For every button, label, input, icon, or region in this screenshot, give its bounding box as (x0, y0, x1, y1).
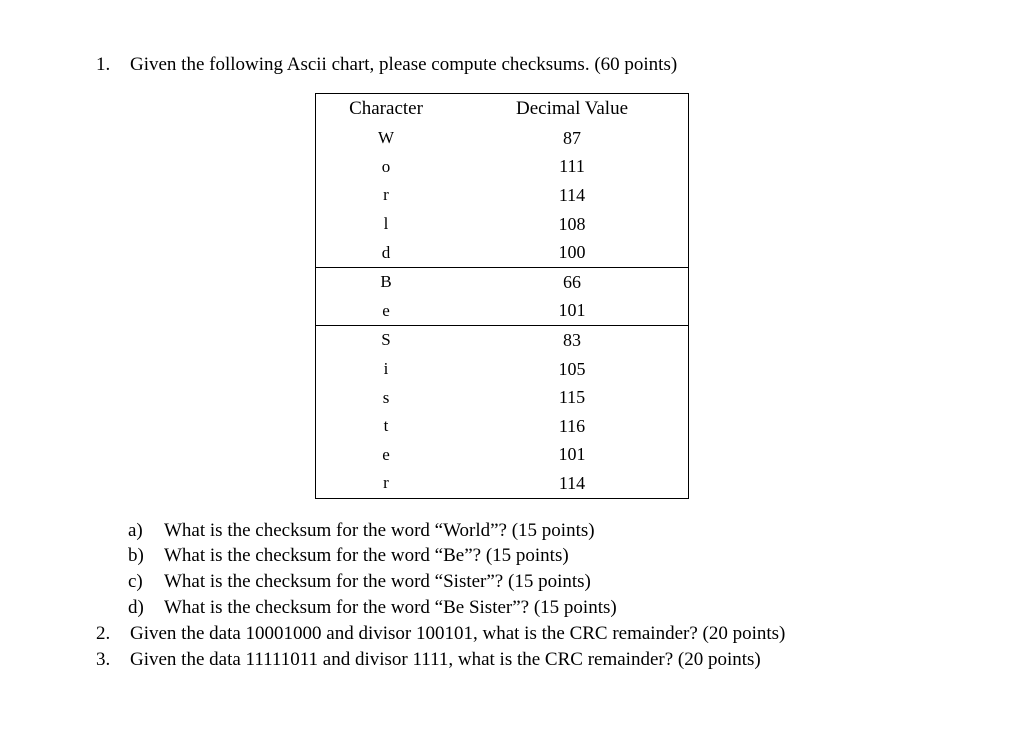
table-row (316, 210, 689, 239)
table-row (316, 297, 689, 326)
character-cell: e (382, 444, 390, 464)
decimal-value-cell: 83 (563, 329, 581, 350)
decimal-value-cell: 100 (456, 238, 689, 267)
question-1 (96, 54, 677, 76)
question-3-text: Given the data 11111011 and divisor 1111, what is the CRC remainder? (20 points) (130, 649, 761, 670)
subquestion-label: d) (128, 597, 144, 618)
decimal-value-cell: 114 (558, 184, 586, 205)
decimal-value-cell: 101 (558, 444, 586, 465)
character-cell: r (383, 473, 389, 493)
decimal-value-cell: 111 (559, 156, 585, 177)
character-cell: r (383, 185, 389, 205)
subquestion-text: What is the checksum for the word “Be Sister”? (15 points) (164, 597, 617, 618)
character-cell: B (380, 272, 392, 292)
question-1-text: Given the following Ascii chart, please compute checksums. (60 points) (130, 54, 678, 75)
table-row (316, 153, 689, 182)
question-2-number: 2. (96, 623, 111, 644)
decimal-value-cell: 108 (558, 213, 586, 234)
character-cell: W (377, 128, 395, 148)
question-2-text: Given the data 10001000 and divisor 100101, what is the CRC remainder? (20 points) (130, 623, 786, 644)
decimal-value-cell: 101 (456, 297, 689, 326)
subquestion-text: What is the checksum for the word “Sister”? (15 points) (164, 571, 591, 592)
subquestion-b (128, 545, 569, 567)
character-cell: l (383, 214, 389, 234)
character-cell: i (383, 359, 389, 379)
subquestion-d (128, 597, 617, 619)
table-row (316, 267, 689, 296)
decimal-value-cell: 115 (558, 387, 586, 408)
table-row (316, 412, 689, 441)
decimal-value-cell: 87 (563, 127, 581, 148)
question-3 (96, 649, 761, 671)
character-cell: e (316, 297, 457, 326)
table-row (316, 355, 689, 384)
header-character: Character (349, 98, 423, 119)
decimal-value-cell: 114 (558, 472, 586, 493)
subquestion-label: a) (128, 520, 143, 541)
subquestion-label: c) (128, 571, 143, 592)
character-cell: o (381, 156, 391, 176)
table-row (316, 124, 689, 153)
table-row (316, 441, 689, 470)
subquestion-text: What is the checksum for the word “World”? (15 points) (164, 520, 595, 541)
character-cell: s (382, 387, 390, 407)
character-cell: t (383, 416, 389, 436)
ascii-table-header-row (316, 94, 689, 125)
subquestion-c (128, 571, 591, 593)
question-2 (96, 623, 785, 645)
question-1-number: 1. (96, 54, 111, 75)
table-row (316, 469, 689, 498)
question-3-number: 3. (96, 649, 111, 670)
table-row (316, 383, 689, 412)
table-row (316, 181, 689, 210)
table-row (316, 238, 689, 267)
header-decimal-value: Decimal Value (515, 98, 629, 119)
decimal-value-cell: 116 (558, 415, 586, 436)
character-cell: d (316, 238, 457, 267)
character-cell: S (381, 330, 391, 350)
ascii-table (315, 93, 689, 499)
table-row (316, 326, 689, 355)
subquestion-a (128, 520, 595, 542)
decimal-value-cell: 66 (563, 271, 581, 292)
subquestion-label: b) (128, 545, 144, 566)
decimal-value-cell: 105 (558, 358, 586, 379)
subquestion-text: What is the checksum for the word “Be”? (15 points) (164, 545, 569, 566)
